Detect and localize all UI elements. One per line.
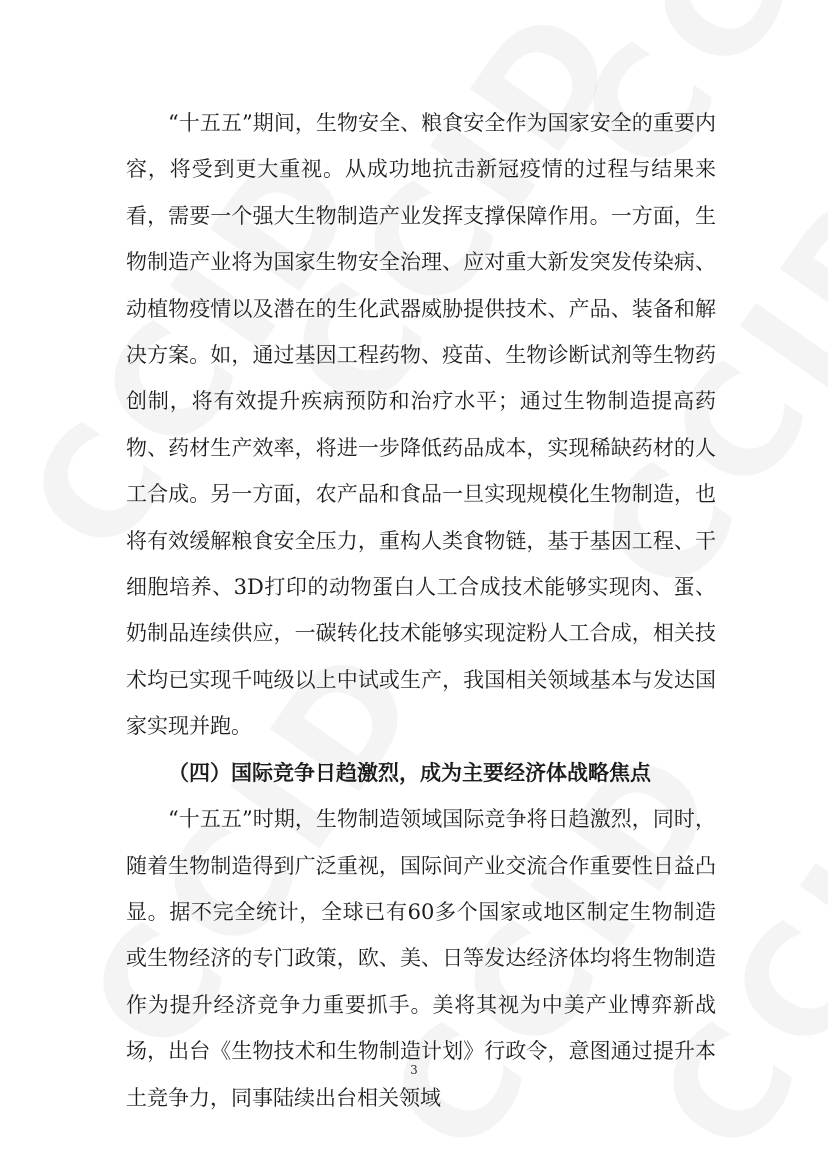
page-number: 3 <box>410 1063 418 1077</box>
paragraph-international-competition: “十五五”时期，生物制造领域国际竞争将日趋激烈，同时，随着生物制造得到广泛重视，国际间产业交流合作重要性日益凸显。据不完全统计，全球已有60多个国家或地区制定生物制造或生物经济的专门政策，欧、美、日等发达经济体均将生物制造作为提升经济竞争力重要抓手。美将其视为中美产业博弈新战场，出台《生物技术和生物制造计划》行政令，意图通过提升本土竞争力，同事陆续出台相关领域 <box>126 807 716 1110</box>
document-body <box>126 100 716 1121</box>
paragraph-biosafety: “十五五”期间，生物安全、粮食安全作为国家安全的重要内容，将受到更大重视。从成功地抗击新冠疫情的过程与结果来看，需要一个强大生物制造产业发挥支撑保障作用。一方面，生物制造产业将为国家生物安全治理、应对重大新发突发传染病、动植物疫情以及潜在的生化武器威胁提供技术、产品、装备和解决方案。如，通过基因工程药物、疫苗、生物诊断试剂等生物药创制，将有效提升疾病预防和治疗水平；通过生物制造提高药物、药材生产效率，将进一步降低药品成本，实现稀缺药材的人工合成。另一方面，农产品和食品一旦实现规模化生物制造，也将有效缓解粮食安全压力，重构人类食物链，基于基因工程、干细胞培养、3D打印的动物蛋白人工合成技术能够实现肉、蛋、奶制品连续供应，一碳转化技术能够实现淀粉人工合成，相关技术均已实现千吨级以上中试或生产，我国相关领域基本与发达国家实现并跑。 <box>126 111 716 739</box>
section-heading: （四）国际竞争日趋激烈，成为主要经济体战略焦点 <box>168 760 651 785</box>
